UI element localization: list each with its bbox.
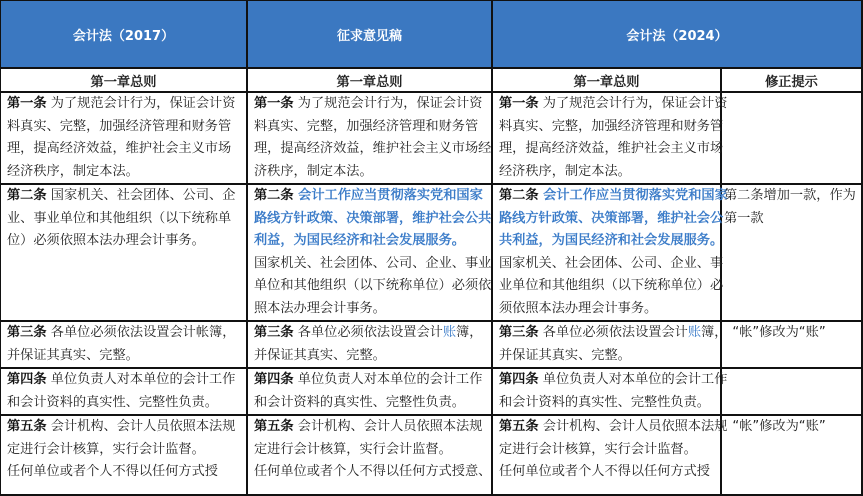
article-number: 第四条: [254, 372, 294, 387]
text-segment: 会计机构、会计人员依照本法规: [293, 419, 483, 434]
chapter-draft: 第一章总则: [247, 68, 492, 92]
cell-2017: [0, 92, 247, 184]
text-segment: 单位负责人对本单位的会计工作: [46, 372, 236, 387]
article-number: 第四条: [7, 372, 47, 387]
article-row: [0, 184, 862, 321]
text-segment: 经济秩序，制定本法。: [7, 163, 139, 179]
text-line: [499, 369, 728, 392]
text-segment: 定进行会计核算，实行会计监督。: [254, 441, 452, 457]
text-line: [724, 322, 861, 345]
header-2024: 会计法（2024）: [492, 0, 862, 68]
cell-draft: [247, 184, 492, 321]
text-line: [254, 185, 491, 208]
cell-draft: [247, 415, 492, 495]
text-line: [254, 392, 491, 415]
text-segment: “帐”修改为“账”: [724, 419, 826, 434]
text-line: [499, 461, 720, 484]
text-line: [7, 369, 246, 392]
text-segment: 会计机构、会计人员依照本法规: [538, 419, 728, 434]
highlighted-text: 会计工作应当贯彻落实党和国家: [298, 188, 483, 203]
chapter-2017: 第一章总则: [0, 68, 247, 92]
text-segment: 定进行会计核算，实行会计监督。: [7, 441, 205, 457]
text-segment: 理，提高经济效益，维护社会主义市场经: [254, 141, 492, 156]
article-number: 第四条: [499, 372, 539, 387]
text-line: [724, 416, 861, 439]
text-segment: 各单位必须依法设置会计: [293, 325, 443, 340]
article-number: 第五条: [254, 419, 294, 434]
text-line: [254, 253, 491, 276]
text-segment: 簿，: [456, 325, 483, 340]
article-number: 第一条: [499, 96, 539, 111]
article-number: 第五条: [7, 419, 47, 434]
cell-revision-note: [721, 92, 862, 184]
text-line: [7, 416, 246, 439]
text-line: [499, 253, 724, 276]
text-line: [7, 230, 246, 253]
cell-revision-note: [721, 321, 862, 368]
text-line: [7, 439, 246, 462]
text-segment: 单位负责人对本单位的会计工作: [538, 372, 728, 387]
text-segment: 为了规范会计行为，保证会计资: [538, 96, 728, 111]
text-segment: 理，提高经济效益，维护社会主义市场: [7, 141, 232, 156]
text-segment: 料真实、完整，加强经济管理和财务管: [7, 118, 232, 134]
text-segment: 国家机关、社会团体、公司、企: [46, 188, 236, 203]
text-segment: 簿，: [701, 325, 728, 340]
text-line: [499, 93, 728, 116]
text-line: [724, 208, 861, 231]
text-line: [499, 416, 728, 439]
cell-draft: [247, 321, 492, 368]
text-line: [499, 116, 724, 139]
text-line: [499, 439, 720, 462]
highlighted-text: 共利益，为国民经济和社会发展服务。: [499, 233, 724, 248]
revision-note-header: 修正提示: [721, 68, 862, 92]
highlighted-text: 路线方针政策、决策部署，维护社会公: [499, 210, 724, 226]
highlighted-text: 账: [687, 325, 702, 340]
text-segment: 和会计资料的真实性、完整性负责。: [499, 394, 710, 410]
text-line: [7, 138, 246, 161]
text-line: [254, 322, 491, 345]
text-line: [7, 345, 246, 368]
cell-2017: [0, 184, 247, 321]
text-segment: 料真实、完整，加强经济管理和财务管: [254, 118, 479, 134]
text-segment: 并保证其真实、完整。: [7, 347, 139, 363]
text-segment: 和会计资料的真实性、完整性负责。: [254, 394, 465, 410]
text-line: [254, 116, 491, 139]
highlighted-text: 利益，为国民经济和社会发展服务。: [254, 233, 465, 248]
text-segment: 理，提高经济效益，维护社会主义市场: [499, 141, 724, 156]
text-segment: 为了规范会计行为，保证会计资: [46, 96, 236, 111]
text-segment: 业、事业单位和其他组织（以下统称单: [7, 210, 232, 226]
text-segment: 各单位必须依法设置会计帐簿，: [46, 325, 236, 340]
text-line: [254, 138, 491, 161]
text-line: [7, 161, 246, 184]
cell-revision-note: [721, 184, 862, 321]
text-line: [499, 185, 728, 208]
text-line: [7, 93, 246, 116]
text-segment: 位）必须依照本法办理会计事务。: [7, 233, 205, 248]
text-line: [499, 392, 720, 415]
text-segment: 国家机关、社会团体、公司、企业、事: [499, 255, 724, 271]
text-line: [254, 416, 491, 439]
cell-2024: [492, 368, 728, 415]
text-segment: 并保证其真实、完整。: [254, 347, 386, 363]
text-line: [499, 322, 728, 345]
text-segment: 单位负责人对本单位的会计工作: [293, 372, 483, 387]
text-line: [7, 185, 246, 208]
article-row: [0, 368, 862, 415]
text-segment: 单位和其他组织（以下统称单位）必须依: [254, 278, 492, 293]
text-line: [499, 230, 724, 253]
text-line: [7, 461, 246, 484]
text-line: [499, 345, 720, 368]
highlighted-text: 会计工作应当贯彻落实党和国家: [543, 188, 728, 203]
article-number: 第五条: [499, 419, 539, 434]
text-segment: “帐”修改为“账”: [724, 325, 826, 340]
chapter-2024: 第一章总则: [492, 68, 721, 92]
article-number: 第二条: [254, 188, 299, 203]
text-line: [254, 369, 491, 392]
header-row: [0, 0, 862, 68]
text-segment: 任何单位或者个人不得以任何方式授: [7, 464, 218, 479]
cell-2017: [0, 368, 247, 415]
highlighted-text: 路线方针政策、决策部署，维护社会公共: [254, 210, 492, 226]
text-line: [724, 185, 861, 208]
text-segment: 任何单位或者个人不得以任何方式授: [499, 464, 710, 479]
text-segment: 和会计资料的真实性、完整性负责。: [7, 394, 218, 410]
text-segment: 并保证其真实、完整。: [499, 347, 631, 363]
cell-2017: [0, 321, 247, 368]
text-line: [254, 439, 491, 462]
article-number: 第三条: [254, 325, 294, 340]
text-line: [7, 392, 246, 415]
text-line: [254, 298, 491, 321]
text-segment: 第一款: [724, 210, 764, 226]
text-line: [254, 93, 491, 116]
cell-2024: [492, 321, 728, 368]
highlighted-text: 账: [442, 325, 457, 340]
article-number: 第二条: [7, 188, 47, 203]
article-number: 第二条: [499, 188, 544, 203]
text-line: [7, 208, 246, 231]
text-segment: 第二条增加一款，作为: [724, 188, 856, 203]
cell-revision-note: [721, 368, 862, 415]
text-line: [254, 208, 491, 231]
cell-draft: [247, 92, 492, 184]
text-segment: 国家机关、社会团体、公司、企业、事业: [254, 255, 492, 271]
article-row: [0, 92, 862, 184]
text-segment: 任何单位或者个人不得以任何方式授意、: [254, 464, 492, 479]
text-line: [254, 345, 491, 368]
text-segment: 会计机构、会计人员依照本法规: [46, 419, 236, 434]
text-line: [7, 116, 246, 139]
text-segment: 业单位和其他组织（以下统称单位）必: [499, 278, 724, 293]
text-line: [499, 275, 724, 298]
text-line: [254, 275, 491, 298]
cell-2017: [0, 415, 247, 495]
header-2017: 会计法（2017）: [0, 0, 247, 68]
cell-draft: [247, 368, 492, 415]
text-segment: 照本法办理会计事务。: [254, 300, 386, 316]
chapter-row: [0, 68, 862, 92]
text-line: [254, 161, 491, 184]
article-number: 第三条: [499, 325, 539, 340]
text-line: [499, 298, 720, 321]
text-line: [499, 161, 720, 184]
cell-2024: [492, 184, 728, 321]
article-number: 第一条: [254, 96, 294, 111]
text-line: [499, 138, 724, 161]
text-line: [254, 461, 491, 484]
article-row: [0, 415, 862, 495]
cell-2024: [492, 92, 728, 184]
text-line: [254, 230, 491, 253]
text-line: [7, 322, 246, 345]
text-line: [499, 208, 724, 231]
text-segment: 定进行会计核算，实行会计监督。: [499, 441, 697, 457]
article-number: 第一条: [7, 96, 47, 111]
text-segment: 各单位必须依法设置会计: [538, 325, 688, 340]
article-number: 第三条: [7, 325, 47, 340]
text-segment: 料真实、完整，加强经济管理和财务管: [499, 118, 724, 134]
header-draft: 征求意见稿: [247, 0, 492, 68]
cell-revision-note: [721, 415, 862, 495]
text-segment: 济秩序，制定本法。: [254, 163, 373, 179]
text-segment: 经济秩序，制定本法。: [499, 163, 631, 179]
text-segment: 为了规范会计行为，保证会计资: [293, 96, 483, 111]
cell-2024: [492, 415, 728, 495]
article-row: [0, 321, 862, 368]
text-segment: 须依照本法办理会计事务。: [499, 300, 658, 316]
